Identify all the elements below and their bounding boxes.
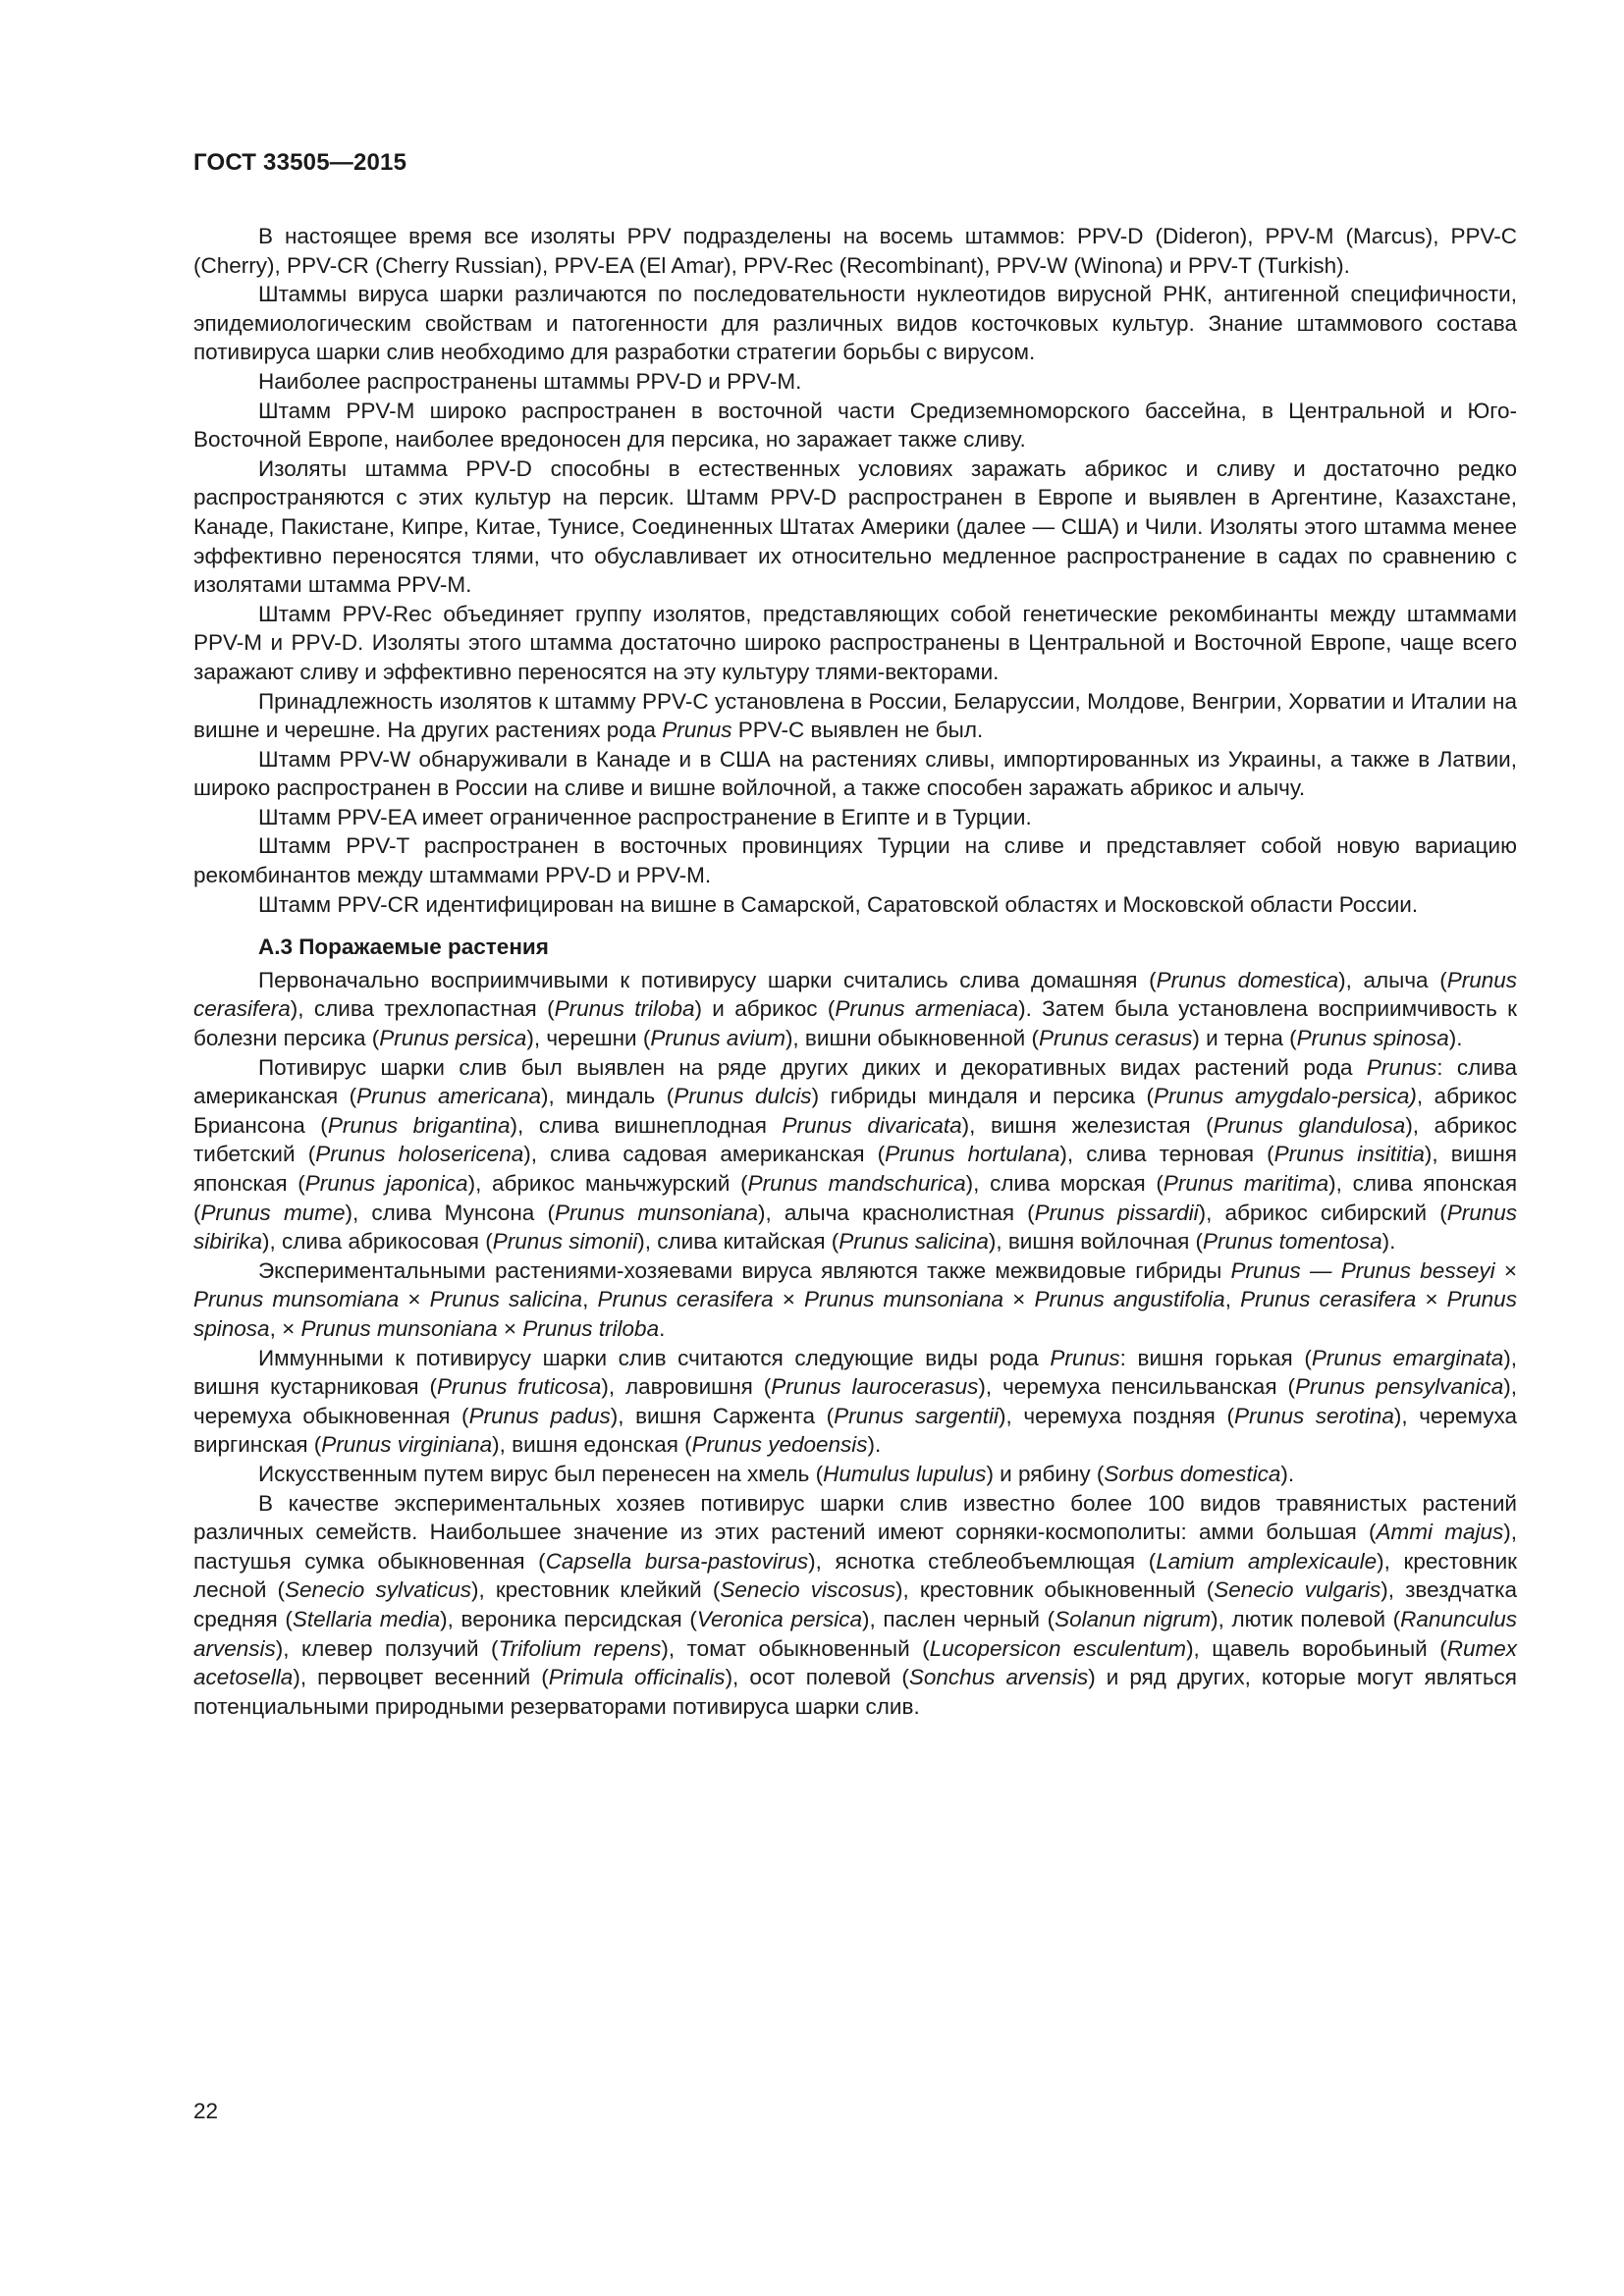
paragraph: Иммунными к потивирусу шарки слив считаются следующие виды рода Prunus: вишня горькая (Prunus emarginata), вишня кустарниковая (Prunus fruticosa), лавровишня (Prunus laurocerasus), черемуха пенсильванская (Prunus pensylvanica), черемуха обыкновенная (Prunus padus), вишня Саржента (Prunus sargentii), черемуха поздняя (Prunus serotina), черемуха виргинская (Prunus virginiana), вишня едонская (Prunus yedoensis). bbox=[193, 1345, 1518, 1458]
paragraph: Экспериментальными растениями-хозяевами вируса являются также межвидовые гибриды Prunus — Prunus besseyi × Prunus munsomiana × Prunus salicina, Prunus cerasifera × Prunus munsoniana × Prunus angustifolia, Prunus cerasifera × Prunus spinosa, × Prunus munsoniana × Prunus triloba. bbox=[193, 1257, 1517, 1341]
document-code-header: ГОСТ 33505—2015 bbox=[193, 149, 407, 176]
paragraph: В качестве экспериментальных хозяев потивирус шарки слив известно более 100 видов травянистых растений различных семейств. Наибольшее значение из этих растений имеют сорняки-космополиты: амми большая (Ammi majus), пастушья сумка обыкновенная (Capsella bursa-pastovirus), яснотка стеблеобъемлющая (Lamium amplexicaule), крестовник лесной (Senecio sylvaticus), крестовник клейкий (Senecio viscosus), крестовник обыкновенный (Senecio vulgaris), звездчатка средняя (Stellaria media), вероника персидская (Veronica persica), паслен черный (Solanun nigrum), лютик полевой (Ranunculus arvensis), клевер ползучий (Trifolium repens), томат обыкновенный (Lucopersicon esculentum), щавель воробьиный (Rumex acetosella), первоцвет весенний (Primula officinalis), осот полевой (Sonchus arvensis) и ряд других, которые могут являться потенциальными природными резерваторами потивируса шарки слив. bbox=[193, 1490, 1518, 1719]
affected-plants-section bbox=[193, 966, 1517, 1721]
strains-section bbox=[193, 222, 1517, 919]
page-number: 22 bbox=[193, 2099, 219, 2123]
paragraph: Искусственным путем вирус был перенесен на хмель (Humulus lupulus) и рябину (Sorbus domestica). bbox=[258, 1461, 1295, 1486]
paragraph: Изоляты штамма PPV-D способны в естественных условиях заражать абрикос и сливу и достаточно редко распространяются с этих культур на персик. Штамм PPV-D распространен в Европе и выявлен в Аргентине, Казахстане, Канаде, Пакистане, Кипре, Китае, Тунисе, Соединенных Штатах Америки (далее — США) и Чили. Изоляты этого штамма менее эффективно переносятся тлями, что обуславливает их относительно медленное распространение в садах по сравнению с изолятами штамма PPV-M. bbox=[193, 455, 1517, 598]
document-body bbox=[193, 222, 1517, 1721]
section-heading: А.3 Поражаемые растения bbox=[258, 934, 549, 960]
paragraph: Штамм PPV-EA имеет ограниченное распространение в Египте и в Турции. bbox=[258, 804, 1032, 829]
paragraph: Штаммы вируса шарки различаются по последовательности нуклеотидов вирусной РНК, антигенной специфичности, эпидемиологическим свойствам и патогенности для различных видов косточковых культур. Знание штаммового состава потивируса шарки слив необходимо для разработки стратегии борьбы с вирусом. bbox=[193, 282, 1517, 365]
paragraph: Первоначально восприимчивыми к потивирусу шарки считались слива домашняя (Prunus domestica), алыча (Prunus cerasifera), слива трехлопастная (Prunus triloba) и абрикос (Prunus armeniaca). Затем была установлена восприимчивость к болезни персика (Prunus persica), черешни (Prunus avium), вишни обыкновенной (Prunus cerasus) и терна (Prunus spinosa). bbox=[193, 967, 1518, 1051]
paragraph: Потивирус шарки слив был выявлен на ряде других диких и декоративных видах растений рода Prunus: слива американская (Prunus americana), миндаль (Prunus dulcis) гибриды миндаля и персика (Prunus amygdalo-persica), абрикос Бриансона (Prunus brigantina), слива вишнеплодная Prunus divaricata), вишня железистая (Prunus glandulosa), абрикос тибетский (Prunus holosericena), слива садовая американская (Prunus hortulana), слива терновая (Prunus insititia), вишня японская (Prunus japonica), абрикос маньчжурский (Prunus mandschurica), слива морская (Prunus maritima), слива японская (Prunus mume), слива Мунсона (Prunus munsoniana), алыча краснолистная (Prunus pissardii), абрикос сибирский (Prunus sibirika), слива абрикосовая (Prunus simonii), слива китайская (Prunus salicina), вишня войлочная (Prunus tomentosa). bbox=[193, 1054, 1518, 1255]
paragraph: Штамм PPV-Rec объединяет группу изолятов, представляющих собой генетические рекомбинанты между штаммами PPV-M и PPV-D. Изоляты этого штамма достаточно широко распространены в Центральной и Восточной Европе, чаще всего заражают сливу и эффективно переносятся на эту культуру тлями-векторами. bbox=[193, 601, 1517, 684]
paragraph: Штамм PPV-CR идентифицирован на вишне в Самарской, Саратовской областях и Московской области России. bbox=[258, 891, 1419, 917]
paragraph: В настоящее время все изоляты PPV подразделены на восемь штаммов: PPV-D (Dideron), PPV-M (Marcus), PPV-C (Cherry), PPV-CR (Cherry Russian), PPV-EA (El Amar), PPV-Rec (Recombinant), PPV-W (Winona) и PPV-T (Turkish). bbox=[193, 224, 1517, 278]
paragraph: Штамм PPV-T распространен в восточных провинциях Турции на сливе и представляет собой новую вариацию рекомбинантов между штаммами PPV-D и PPV-M. bbox=[193, 833, 1517, 888]
paragraph: Наиболее распространены штаммы PPV-D и PPV-M. bbox=[258, 368, 802, 394]
paragraph: Штамм PPV-M широко распространен в восточной части Средиземноморского бассейна, в Центральной и Юго-Восточной Европе, наиболее вредоносен для персика, но заражает также сливу. bbox=[193, 398, 1517, 453]
paragraph: Штамм PPV-W обнаруживали в Канаде и в США на растениях сливы, импортированных из Украины, а также в Латвии, широко распространен в России на сливе и вишне войлочной, а также способен заражать абрикос и алычу. bbox=[193, 746, 1517, 801]
paragraph: Принадлежность изолятов к штамму PPV-C установлена в России, Беларуссии, Молдове, Венгрии, Хорватии и Италии на вишне и черешне. На других растениях рода Prunus PPV-C выявлен не был. bbox=[193, 688, 1517, 743]
